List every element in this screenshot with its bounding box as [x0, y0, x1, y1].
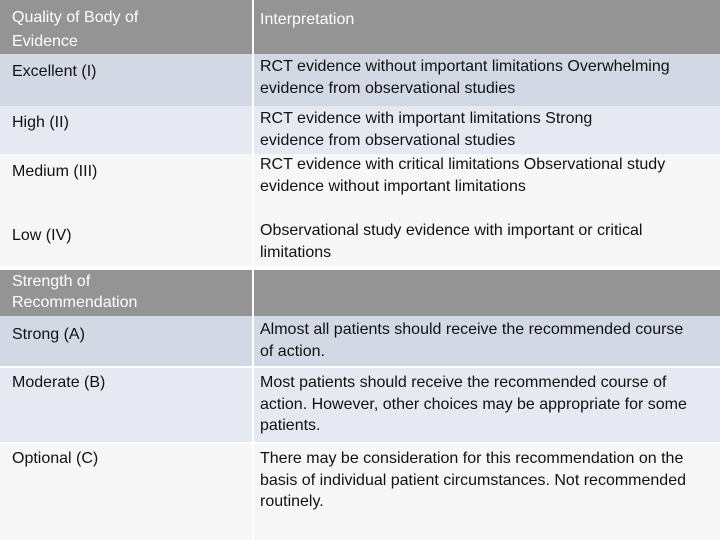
strength-level-cell [0, 368, 252, 442]
quality-header-cell [0, 0, 252, 54]
strength-level-label: Optional (C) [12, 450, 99, 467]
quality-interpretation-cell [254, 154, 674, 220]
quality-level-cell [0, 54, 252, 106]
strength-header-row [0, 270, 720, 316]
strength-interpretation-text: There may be consideration for this recommendation on the basis of individual patient circumstances. Not recommended routinely. [260, 450, 686, 510]
quality-level-cell [0, 220, 252, 266]
strength-interpretation-text: Most patients should receive the recommended course of action. However, other choices may be appropriate for some patients. [260, 374, 687, 434]
quality-interpretation-text: RCT evidence without important limitations Overwhelming evidence from observational studies [260, 58, 670, 97]
strength-row-optional [0, 444, 720, 540]
quality-level-label: Low (IV) [12, 227, 72, 244]
strength-interpretation-cell [254, 444, 709, 540]
quality-level-cell [0, 154, 252, 220]
quality-interpretation-text: RCT evidence with important limitations Strong evidence from observational studies [260, 110, 593, 149]
quality-row-medium [0, 154, 720, 220]
quality-row-high [0, 106, 720, 154]
strength-header-cell [0, 270, 252, 316]
strength-level-cell [0, 316, 252, 366]
strength-level-label: Strong (A) [12, 326, 85, 343]
column-divider [252, 0, 254, 540]
quality-interpretation-text: RCT evidence with critical limitations Observational study evidence without important limitations [260, 156, 666, 195]
quality-row-excellent [0, 54, 720, 106]
strength-header-label: Strength of Recommendation [12, 273, 138, 311]
quality-interpretation-cell [254, 220, 704, 266]
quality-level-label: Medium (III) [12, 163, 98, 180]
quality-header-row [0, 0, 720, 54]
interpretation-header-cell [254, 0, 720, 54]
strength-header-blank-cell [254, 270, 720, 316]
quality-header-label: Quality of Body of Evidence [12, 9, 139, 50]
strength-interpretation-cell [254, 316, 699, 366]
strength-level-cell [0, 444, 252, 540]
quality-level-label: Excellent (I) [12, 63, 97, 80]
quality-level-label: High (II) [12, 114, 69, 131]
quality-interpretation-cell [254, 106, 654, 154]
interpretation-header-label: Interpretation [260, 11, 355, 28]
strength-interpretation-text: Almost all patients should receive the recommended course of action. [260, 321, 684, 360]
strength-interpretation-cell [254, 368, 709, 442]
strength-level-label: Moderate (B) [12, 374, 106, 391]
quality-interpretation-text: Observational study evidence with important or critical limitations [260, 222, 643, 261]
quality-row-low [0, 220, 720, 266]
strength-row-strong [0, 316, 720, 366]
quality-interpretation-cell [254, 54, 684, 106]
quality-level-cell [0, 106, 252, 154]
strength-row-moderate [0, 368, 720, 442]
